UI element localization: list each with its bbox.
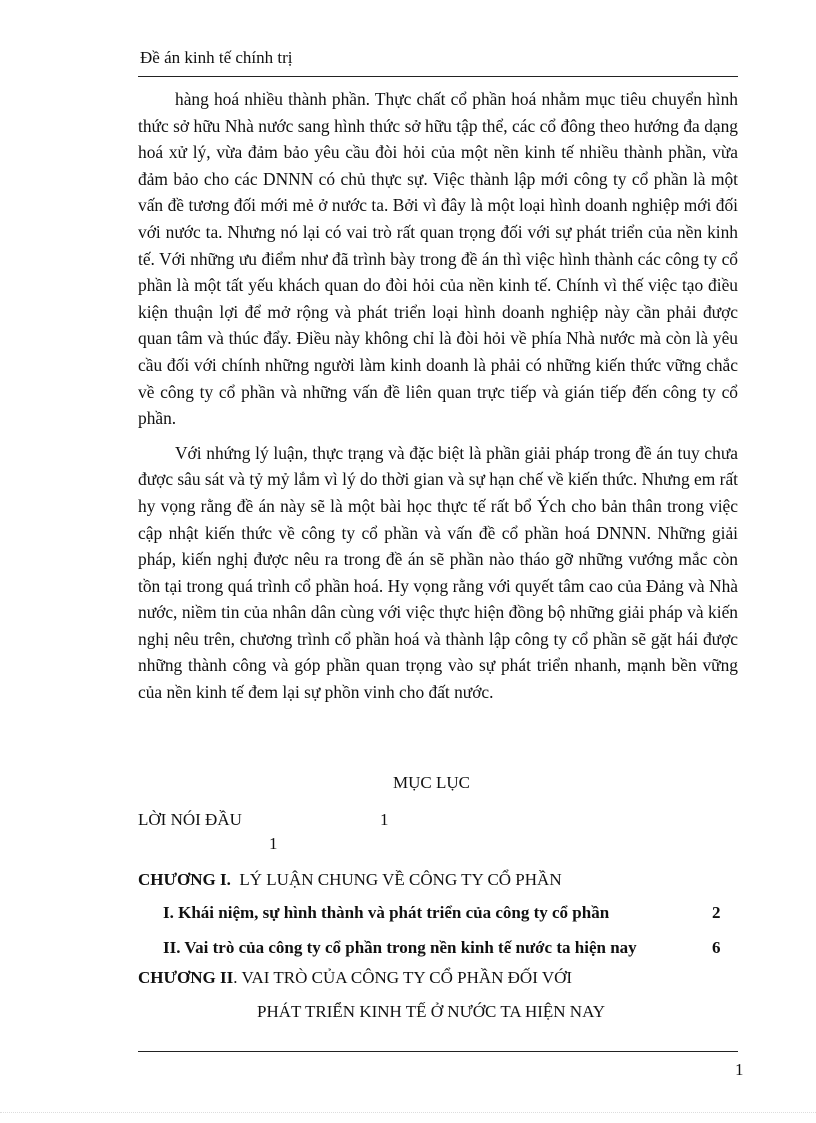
toc-intro-label: LỜI NÓI ĐẦU [138, 810, 242, 829]
toc-title: MỤC LỤC [393, 773, 470, 792]
body-text [138, 86, 738, 714]
toc-chapter-1-title: LÝ LUẬN CHUNG VỀ CÔNG TY CỔ PHẦN [239, 870, 562, 889]
toc-item-2-label: II. Vai trò của công ty cổ phần trong nền kinh tế nước ta hiện nay [163, 938, 637, 957]
page-edge [0, 1112, 816, 1113]
paragraph-1: hàng hoá nhiều thành phần. Thực chất cổ phần hoá nhằm mục tiêu chuyển hình thức sở hữu Nhà nước sang hình thức sở hữu tập thể, các cổ đông theo hướng đa dạng hoá xử lý, vừa đảm bảo yêu cầu đòi hỏi của một nền kinh tế nhiều thành phần, vừa đảm bảo cho các DNNN có chủ thực sự. Việc thành lập mới công ty cổ phần là một vấn đề tương đối mới mẻ ở nước ta. Bởi vì đây là một loại hình doanh nghiệp mới đối với nước ta. Nhưng nó lại có vai trò rất quan trọng đối với sự phát triển của nền kinh tế. Với những ưu điểm như đã trình bày trong đề án thì việc hình thành các công ty cổ phần là một tất yếu khách quan do đòi hỏi của nền kinh tế. Chính vì thế việc tạo điều kiện thuận lợi để mở rộng và phát triển loại hình doanh nghiệp này cần phải được quan tâm và thúc đẩy. Điều này không chỉ là đòi hỏi về phía Nhà nước mà còn là yêu cầu đối với chính những người làm kinh doanh là phải có những kiến thức vững chắc về công ty cổ phần và những vấn đề liên quan trực tiếp và gián tiếp đến công ty cổ phần. [138, 89, 738, 429]
running-header: Đề án kinh tế chính trị [140, 48, 293, 67]
toc-chapter-1-prefix: CHƯƠNG I. [138, 870, 231, 889]
page-number: 1 [735, 1060, 744, 1079]
toc-item-1-label: I. Khái niệm, sự hình thành và phát triển của công ty cổ phần [163, 903, 610, 922]
toc-intro-page-secondary: 1 [269, 834, 278, 853]
toc-intro-page: 1 [380, 810, 389, 829]
toc-chapter-2-prefix: CHƯƠNG II [138, 968, 234, 987]
footer-rule [138, 1051, 738, 1052]
paragraph-2: Với nhứng lý luận, thực trạng và đặc biệt là phần giải pháp trong đề án tuy chưa được sâu sát và tỷ mỷ lắm vì lý do thời gian và sự hạn chế về kiến thức. Nhưng em rất hy vọng rằng đề án này sẽ là một bài học thực tế rất bổ Ých cho bản thân trong việc cập nhật kiến thức về công ty cổ phần và vấn đề cổ phần hoá DNNN. Những giải pháp, kiến nghị được nêu ra trong đề án sẽ phần nào tháo gỡ những vướng mắc còn tồn tại trong quá trình cổ phần hoá. Hy vọng rằng với quyết tâm cao của Đảng và Nhà nước, niềm tin của nhân dân cùng với việc thực hiện đồng bộ những giải pháp và kiến nghị nêu trên, chương trình cổ phần hoá và thành lập công ty cổ phần sẽ gặt hái được những thành công và góp phần quan trọng vào sự phát triển nhanh, mạnh bền vững của nền kinh tế đem lại sự phồn vinh cho đất nước. [138, 442, 738, 703]
toc-chapter-2 [138, 968, 572, 988]
toc-chapter-2-title-line2: PHÁT TRIỂN KINH TẾ Ở NƯỚC TA HIỆN NAY [257, 1002, 606, 1021]
toc-item-1-page: 2 [712, 903, 721, 922]
header-rule [138, 76, 738, 77]
toc-chapter-2-title-line1: . VAI TRÒ CỦA CÔNG TY CỔ PHẦN ĐỐI VỚI [233, 968, 573, 987]
toc-chapter-1 [138, 870, 562, 890]
toc-item-2-page: 6 [712, 938, 721, 957]
